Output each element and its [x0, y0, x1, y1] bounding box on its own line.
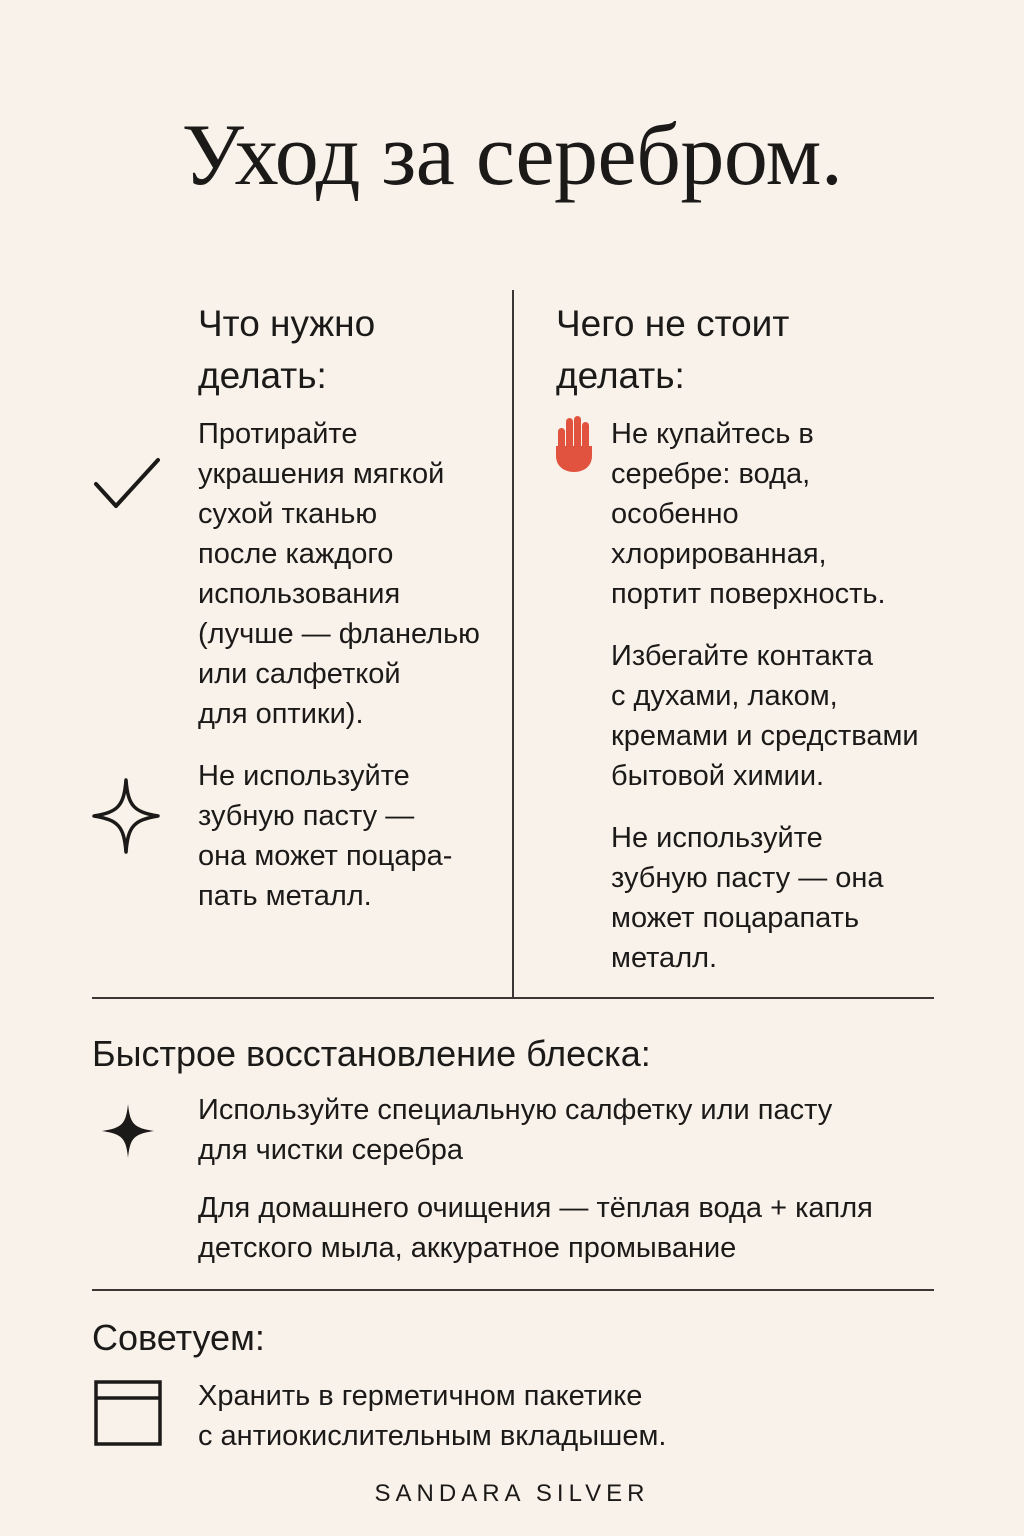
dont-item-3-line: металл.	[611, 942, 718, 974]
do-heading-line-2: делать:	[198, 355, 327, 396]
do-item-2-line: Не используйте	[198, 760, 410, 792]
dont-item-1-line: Не купайтесь в	[611, 418, 814, 450]
dont-heading-line-2: делать:	[556, 355, 685, 396]
do-item-2-line: она может поцара-	[198, 840, 453, 872]
shine-item-2-line: Для домашнего очищения — тёплая вода + капля	[198, 1192, 873, 1224]
dont-item-3-line: Не используйте	[611, 822, 823, 854]
advice-text	[198, 1376, 666, 1456]
advice-line: с антиокислительным вкладышем.	[198, 1420, 667, 1452]
dont-item-2-line: бытовой химии.	[611, 760, 825, 792]
do-item-2-line: пать металл.	[198, 880, 372, 912]
dont-item-2-line: с духами, лаком,	[611, 680, 838, 712]
do-heading	[198, 298, 375, 402]
column-divider	[512, 290, 514, 998]
dont-item-1-line: хлорированная,	[611, 538, 827, 570]
brand-name: SANDARA SILVER	[374, 1480, 650, 1507]
advice-heading: Советуем:	[92, 1317, 265, 1358]
dont-item-1-line: портит поверхность.	[611, 578, 886, 610]
shine-item-2-line: детского мыла, аккуратное промывание	[198, 1232, 737, 1264]
page-title: Уход за серебром.	[181, 107, 843, 204]
shine-heading: Быстрое восстановление блеска:	[92, 1033, 651, 1074]
dont-item-3-line: может поцарапать	[611, 902, 860, 934]
dont-heading-line-1: Чего не стоит	[556, 303, 790, 344]
dont-item-1-line: серебре: вода,	[611, 458, 811, 490]
storage-bag-icon	[94, 1380, 162, 1446]
do-item-1-line: (лучше — фланелью	[198, 618, 480, 650]
dont-item-1-line: особенно	[611, 498, 739, 530]
sparkle-filled-icon	[100, 1102, 156, 1160]
shine-item-1	[198, 1090, 832, 1170]
stop-hand-icon	[552, 414, 598, 474]
dont-item-2-line: Избегайте контакта	[611, 640, 873, 672]
section-divider	[92, 1289, 934, 1291]
do-item-1	[198, 414, 480, 734]
dont-item-3-line: зубную пасту — она	[611, 862, 884, 894]
do-item-1-line: украшения мягкой	[198, 458, 445, 490]
dont-item-2	[611, 636, 919, 796]
shine-item-1-line: Используйте специальную салфетку или пасту	[198, 1094, 833, 1126]
do-item-1-line: для оптики).	[198, 698, 364, 730]
sparkle-outline-icon	[92, 778, 160, 854]
dont-item-1	[611, 414, 886, 614]
check-icon	[92, 456, 162, 514]
dont-item-3	[611, 818, 884, 978]
advice-line: Хранить в герметичном пакетике	[198, 1380, 643, 1412]
do-item-1-line: после каждого	[198, 538, 394, 570]
do-item-1-line: Протирайте	[198, 418, 358, 450]
shine-item-2	[198, 1188, 873, 1268]
do-item-1-line: сухой тканью	[198, 498, 378, 530]
shine-item-1-line: для чистки серебра	[198, 1134, 464, 1166]
do-item-1-line: использования	[198, 578, 401, 610]
dont-item-2-line: кремами и средствами	[611, 720, 919, 752]
do-heading-line-1: Что нужно	[198, 303, 376, 344]
do-item-2	[198, 756, 452, 916]
section-divider	[92, 997, 934, 999]
do-item-2-line: зубную пасту —	[198, 800, 415, 832]
dont-heading	[556, 298, 789, 402]
do-item-1-line: или салфеткой	[198, 658, 401, 690]
